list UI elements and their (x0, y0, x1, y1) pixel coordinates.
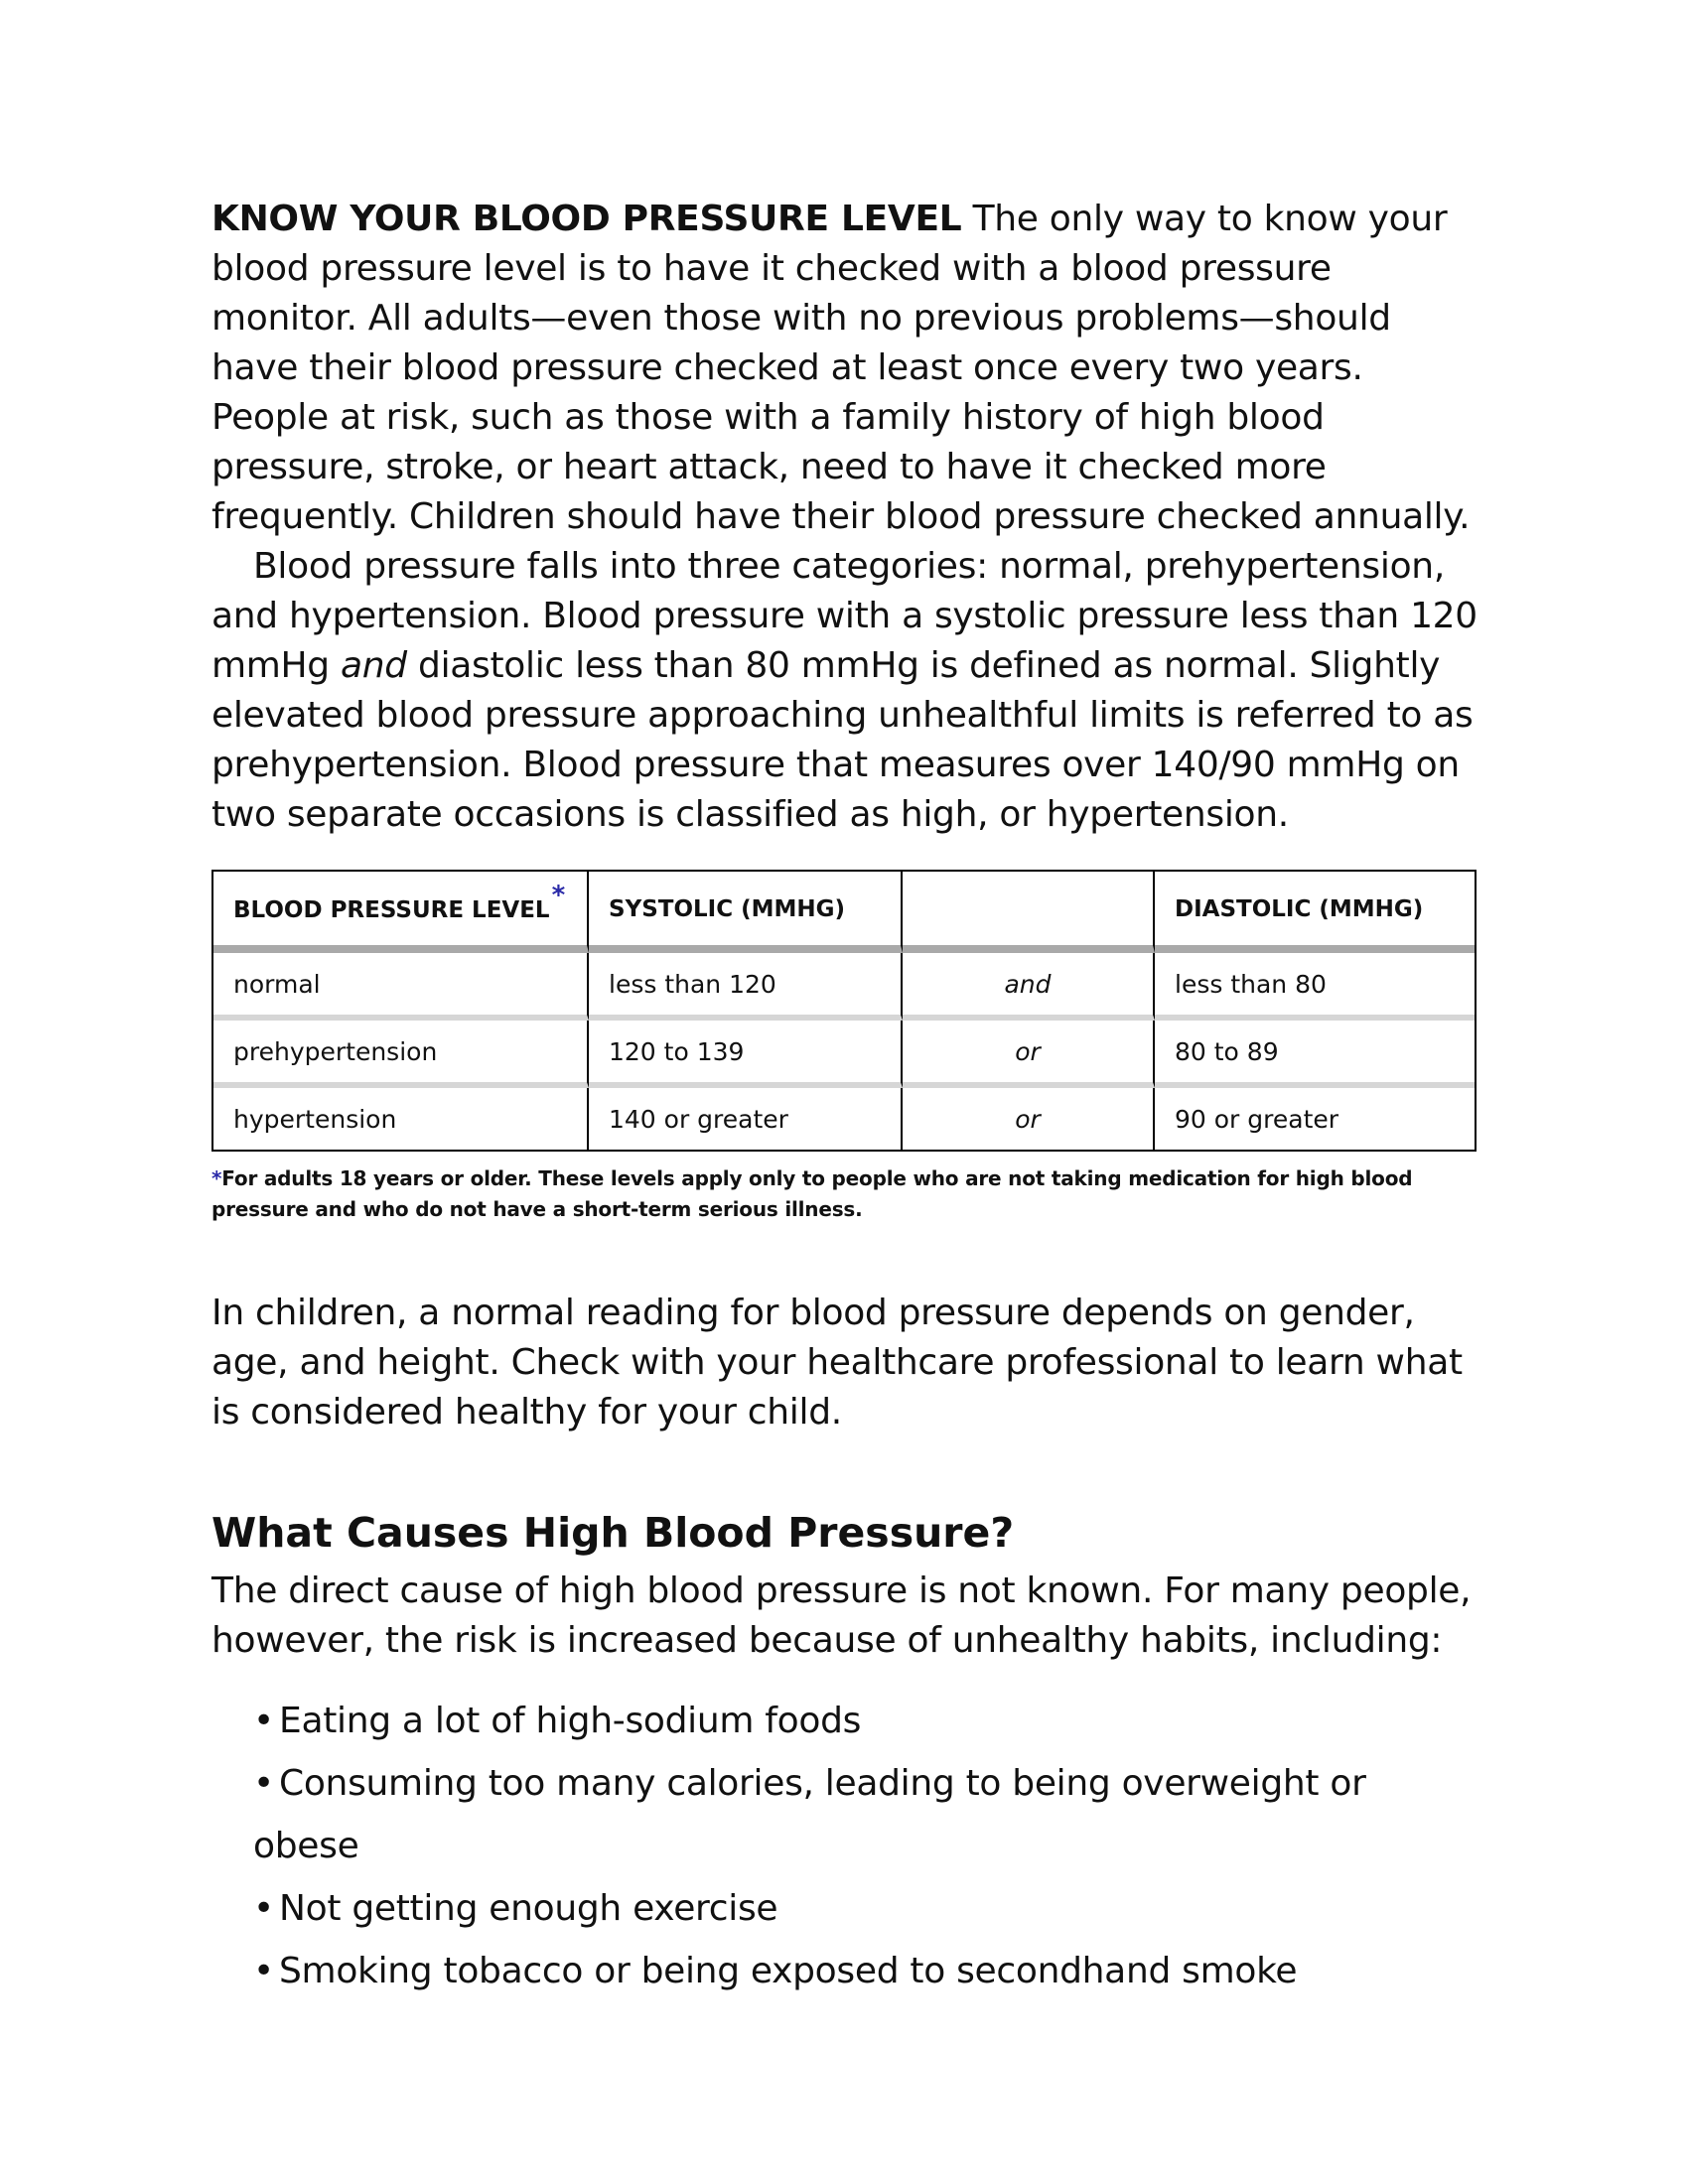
table-row (213, 953, 1475, 1021)
categories-text-part2: diastolic less than 80 mmHg is defined as normal. Slightly elevated blood pressure approaching unhealthful limits is referred to as prehypertension. Blood pressure that measures over 140/90 mmHg on two separate occasions is classified as high, or hypertension. (211, 645, 1474, 835)
document-page (211, 195, 1478, 2002)
header-level-label: BLOOD PRESSURE LEVEL (233, 897, 550, 923)
footnote-text: For adults 18 years or older. These levels apply only to people who are not taking medication for high blood pressure and who do not have a short-term serious illness. (211, 1166, 1413, 1221)
bullet-icon: • (253, 1763, 274, 1804)
cell-systolic: less than 120 (589, 953, 903, 1021)
section-heading: What Causes High Blood Pressure? (211, 1509, 1015, 1557)
header-diastolic: DIASTOLIC (MMHG) (1155, 872, 1475, 953)
cell-diastolic: less than 80 (1155, 953, 1475, 1021)
table-footnote (211, 1163, 1478, 1225)
categories-paragraph (211, 542, 1478, 840)
bullet-icon: • (253, 1888, 274, 1929)
categories-text-italic: and (341, 645, 407, 686)
list-item (253, 1940, 1478, 2002)
header-systolic: SYSTOLIC (MMHG) (589, 872, 903, 953)
habits-list (211, 1690, 1478, 2002)
children-paragraph: In children, a normal reading for blood pressure depends on gender, age, and height. Check with your healthcare professional to learn what is considered healthy for your child. (211, 1293, 1463, 1433)
list-item (253, 1877, 1478, 1940)
header-conjunction (903, 872, 1155, 953)
intro-paragraph-text: The only way to know your blood pressure level is to have it checked with a blood pressure monitor. All adults—even those with no previous problems—should have their blood pressure checked at least once every two years. People at risk, such as those with a family history of high blood pressure, stroke, or heart attack, need to have it checked more frequently. Children should have their blood pressure checked annually. (211, 199, 1471, 537)
list-item-text: Smoking tobacco or being exposed to secondhand smoke (279, 1951, 1298, 1991)
asterisk-mark: * (551, 881, 566, 910)
cell-diastolic: 90 or greater (1175, 1104, 1339, 1134)
list-item-text: Not getting enough exercise (279, 1888, 778, 1929)
cell-level: prehypertension (213, 1021, 589, 1088)
table-header-row (213, 872, 1475, 953)
footnote-mark: * (211, 1166, 222, 1190)
cell-conjunction: or (903, 1088, 1155, 1150)
table-row (213, 1021, 1475, 1088)
cell-conjunction: or (903, 1021, 1155, 1088)
list-item (253, 1690, 1478, 1752)
cell-conjunction: and (903, 953, 1155, 1021)
bullet-icon: • (253, 1701, 274, 1741)
cell-level: hypertension (213, 1088, 589, 1150)
header-level (213, 872, 589, 953)
cell-diastolic: 80 to 89 (1155, 1021, 1475, 1088)
cell-systolic: 120 to 139 (589, 1021, 903, 1088)
intro-paragraph (211, 195, 1478, 542)
list-item (253, 1752, 1478, 1877)
table-row (213, 1088, 1475, 1150)
causes-intro-paragraph: The direct cause of high blood pressure is not known. For many people, however, the risk is increased because of unhealthy habits, including: (211, 1570, 1472, 1661)
list-item-text: Eating a lot of high-sodium foods (279, 1701, 862, 1741)
categories-text-part1: Blood pressure falls into three categories: normal, prehypertension, and hypertension. Blood pressure with a systolic pressure less than 120 mmHg (211, 546, 1477, 686)
cell-systolic: 140 or greater (589, 1088, 903, 1150)
cell-level: normal (213, 953, 589, 1021)
list-item-text: Consuming too many calories, leading to being overweight or obese (253, 1763, 1366, 1866)
bullet-icon: • (253, 1951, 274, 1991)
section-lead-heading: KNOW YOUR BLOOD PRESSURE LEVEL (211, 199, 962, 239)
blood-pressure-table (211, 870, 1477, 1152)
